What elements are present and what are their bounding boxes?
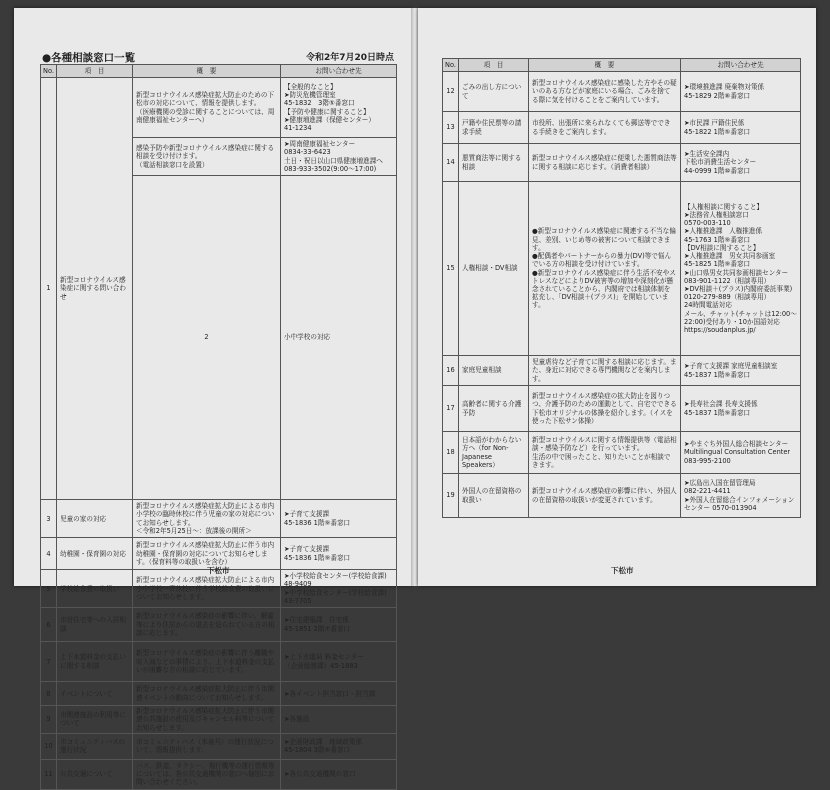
table-row [443,144,801,182]
row-contact: ➤子育て支援課 家庭児童相談室 45-1837 1階⑨番窓口 [681,356,801,386]
row-contact: ➤広島出入国在留管理局 082-221-4411 ➤外国人在留総合インフォメーションセンター 0570-013904 [681,474,801,518]
row-item: 幼稚園・保育園の対応 [57,538,133,570]
row-contact: ➤上下水道局 料金センター （企画総務課）45-1883 [281,642,397,682]
row-summary: 新型コロナウイルス感染症拡大防止による市内小中学校一斉休校に伴う学校給食費の取扱いについてお知らせします。 [133,570,281,608]
row-summary: 新型コロナウイルス感染症の影響に伴い、解雇等により住居からの退去を迫られている方の相談に応じます。 [133,608,281,642]
row-no: 8 [41,682,57,706]
row-item: 悪質商法等に関する相談 [459,144,529,182]
table-row [41,642,397,682]
row-summary: 新型コロナウイルス感染症の拡大防止を図りつつ、介護予防のための運動として、自宅でできる下松市オリジナルの体操を紹介します。（イスを使った下松サン体操） [529,386,681,432]
table-row [41,682,397,706]
table-row [41,733,397,759]
row-contact: ➤各イベント担当窓口・担当課 [281,682,397,706]
table-row [41,706,397,734]
row-summary: 市コミュニティバス（米泉号）の運行状況について、情報提供します。 [133,733,281,759]
row-contact: ➤小学校給食センター(学校給食課) 48-9409 ➤中学校給食センター(学校給食課) 43-7705 [281,570,397,608]
table-row [41,500,397,538]
row-item: 外国人の在留資格の取扱い [459,474,529,518]
col-item: 項 目 [57,65,133,78]
row-summary: 新型コロナウイルス感染症に感染した方やその疑いのある方などが家庭にいる場合、ごみを捨てる際に気を付けることをご案内しています。 [529,72,681,112]
row-item: 市営住宅等への入居相談 [57,608,133,642]
row-summary: 市役所、出張所に来られなくても郵送等でできる手続きをご案内します。 [529,112,681,144]
row-summary: バス、鉄道、タクシー、飛行機等の運行情報等については、各公共交通機関の窓口へ個別にお問い合わせください。 [133,759,281,789]
row-no: 9 [41,706,57,734]
footer-city: 下松市 [611,566,634,575]
row-contact: ➤周南健康福祉センター 0834-33-6423 土日・祝日以山口県健康増進課へ 083-933-3502(9:00～17:00) [281,138,397,176]
row-contact: 【全般的なこと】 ➤防災危機管理室 45-1832 3階⑤番窓口 【予防や健康に関すること】 ➤健康増進課（保健センター） 41-1234 [281,78,397,138]
row-no: 11 [41,759,57,789]
row-no: 7 [41,642,57,682]
row-no: 2 [133,176,281,500]
row-summary: 新型コロナウイルス感染症拡大防止のための下松市の対応について、情報を提供します。 （医療機関の受診に関することについては、周南健康福祉センターへ） [133,78,281,138]
row-no: 3 [41,500,57,538]
table-row [443,386,801,432]
row-summary: 新型コロナウイルス感染症の影響に伴う離職や収入減などの事情により、上下水道料金の支払いが困難な方の相談に応じています。 [133,642,281,682]
table-row [443,72,801,112]
row-item: 小中学校の対応 [281,176,397,500]
row-item: ごみの出し方について [459,72,529,112]
row-summary: 新型コロナウイルス感染症に便乗した悪質商法等に関する相談に応じます。（消費者相談） [529,144,681,182]
row-contact: ➤子育て支援課 45-1836 1階⑨番窓口 [281,500,397,538]
row-item: 新型コロナウイルス感染症に関する問い合わせ [57,78,133,500]
page-title: ●各種相談窓口一覧 [42,52,136,64]
row-no: 10 [41,733,57,759]
row-summary: 新型コロナウイルス感染症の影響に伴い、外国人の在留資格の取扱いが変更されています。 [529,474,681,518]
row-contact: ➤環境推進課 廃棄物対策係 45-1829 2階⑧番窓口 [681,72,801,112]
row-no: 4 [41,538,57,570]
row-contact: ➤市民課 戸籍住民係 45-1822 1階⑤番窓口 [681,112,801,144]
table-row [41,78,397,138]
row-no: 15 [443,182,459,356]
table-row [443,356,801,386]
table-header-row [443,59,801,72]
row-no: 12 [443,72,459,112]
row-item: 人権相談・DV相談 [459,182,529,356]
col-summary: 概 要 [529,59,681,72]
row-no: 5 [41,570,57,608]
row-item: イベントについて [57,682,133,706]
row-item: 児童の家の対応 [57,500,133,538]
row-no: 6 [41,608,57,642]
consultation-table-left [40,64,397,790]
row-summary: 新型コロナウイルス感染症拡大防止による市内小学校の臨時休校に伴う児童の家の対応についてお知らせします。 ＜令和2年5月25日～：放課後の開所＞ [133,500,281,538]
row-summary: 新型コロナウイルスに関する情報提供等（電話相談・感染予防など）を行っています。 生活の中で困ったこと、知りたいことが相談できます。 [529,432,681,474]
table-row [443,432,801,474]
row-contact: ➤企画財政課 地域政策係 45-1804 3階⑤番窓口 [281,733,397,759]
row-item: 公共交通について [57,759,133,789]
row-no: 19 [443,474,459,518]
row-no: 17 [443,386,459,432]
left-page [14,8,412,787]
row-item: 戸籍や住民票等の請求手続 [459,112,529,144]
table-row [41,759,397,789]
table-row [443,474,801,518]
row-contact: ➤各公共交通機関の窓口 [281,759,397,789]
row-contact: 【人権相談に関すること】 ➤法務省人権相談窓口 0570-003-110 ➤人権推進課 人権推進係 45-1763 1階⑨番窓口 【DV相談に関すること】 ➤人権推進課 男女共同参画室 45-1825 1階⑨番窓口 ➤山口県男女共同参画相談センター 083-901-1122（相談専用） ➤DV相談＋(プラス)内閣府委託事業) 0120-279-889（相談専用） 24時間電話対応 メール、チャット(チャットは12:00～22:00)受付あり・10か国語対応 https://soudanplus.jp/ [681,182,801,356]
col-summary: 概 要 [133,65,281,78]
row-item: 学校給食費の取扱い [57,570,133,608]
row-item: 市コミュニティバスの運行状況 [57,733,133,759]
date-label: 令和2年7月20日時点 [305,53,394,63]
col-contact: お問い合わせ先 [681,59,801,72]
row-item: 日本語がわからない方へ（for Non-Japanese Speakers） [459,432,529,474]
row-summary: 新型コロナウイルス感染症拡大防止に伴う市関連イベントの動向についてお知らせします。 [133,682,281,706]
row-summary: ●新型コロナウイルス感染症に関連する不当な偏見、差別、いじめ等の被害について相談できます。 ●配偶者やパートナーからの暴力(DV)等で悩んでいる方の相談を受け付けています。 ●新型コロナウイルス感染症に伴う生活不安やストレスなどによりDV被害等の増加や深刻化が懸念されていることから、内閣府では相談体制を拡充し、「DV相談＋(プラス)」を開始しています。 [529,182,681,356]
footer-city: 下松市 [207,566,230,575]
consultation-table-right [442,58,801,518]
row-no: 14 [443,144,459,182]
row-summary: 児童虐待など子育てに関する相談に応じます。また、身近に対応できる専門機関などを案内します。 [529,356,681,386]
row-contact: ➤子育て支援課 45-1836 1階⑨番窓口 [281,538,397,570]
table-row [443,182,801,356]
row-contact: ➤各施設 [281,706,397,734]
row-contact: ➤やまぐち外国人総合相談センター Multilingual Consultation Center 083-995-2100 [681,432,801,474]
row-item: 高齢者に関する介護予防 [459,386,529,432]
row-no: 1 [41,78,57,500]
right-page [418,8,816,586]
table-row [41,608,397,642]
table-header-row [41,65,397,78]
row-contact: ➤長寿社会課 長寿支援係 45-1837 1階⑨番窓口 [681,386,801,432]
table-row [443,112,801,144]
row-summary: 新型コロナウイルス感染症拡大防止に伴う市内幼稚園・保育園の対応についてお知らせします。（保育料等の取扱いを含む） [133,538,281,570]
row-item: 市関連施設の利用等について [57,706,133,734]
row-item: 家庭児童相談 [459,356,529,386]
col-no: No. [443,59,459,72]
row-summary: 感染予防や新型コロナウイルス感染症に関する相談を受け付けます。 （電話相談窓口を設置） [133,138,281,176]
row-no: 13 [443,112,459,144]
row-no: 18 [443,432,459,474]
row-summary: 新型コロナウイルス感染症拡大防止に伴う市関連公共施設の使用及びキャンセル料等についてお知らせします。 [133,706,281,734]
row-contact: ➤生活安全課内 下松市消費生活センター 44-0999 1階⑩番窓口 [681,144,801,182]
col-contact: お問い合わせ先 [281,65,397,78]
col-no: No. [41,65,57,78]
col-item: 項 目 [459,59,529,72]
row-no: 16 [443,356,459,386]
row-contact: ➤住宅建築課 住宅係 45-1851 2階⑦番窓口 [281,608,397,642]
row-item: 上下水道料金の支払いに関する相談 [57,642,133,682]
